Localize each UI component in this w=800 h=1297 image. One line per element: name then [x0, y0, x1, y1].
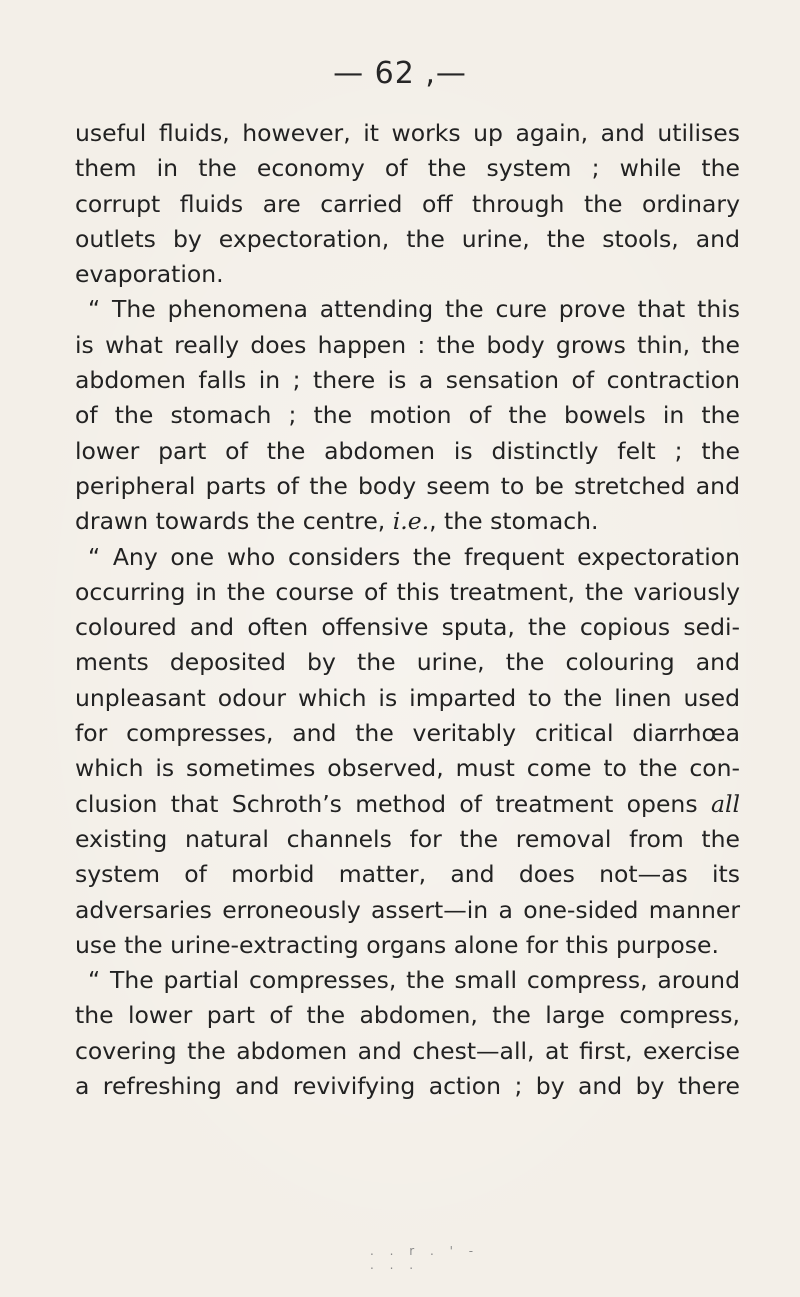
text-fragment: drawn towards the centre,: [75, 507, 393, 536]
text-line: abdomen falls in ; there is a sensation of contraction: [75, 366, 740, 395]
text-line: [75, 787, 740, 822]
text-line: a refreshing and revivifying action ; by and by there: [75, 1072, 740, 1101]
text-line: covering the abdomen and chest—all, at first, exercise: [75, 1036, 740, 1065]
text-line: unpleasant odour which is imparted to the linen used: [75, 683, 740, 712]
text-line: of the stomach ; the motion of the bowels in the: [75, 401, 740, 430]
text-line: [75, 504, 740, 539]
text-fragment: clusion that Schroth’s method of treatment opens: [75, 789, 711, 818]
page-number-header: — 62 ,—: [333, 56, 467, 91]
text-line: “ The phenomena attending the cure prove that this: [88, 295, 740, 324]
text-line: useful fluids, however, it works up again, and utilises: [75, 119, 740, 147]
text-line: existing natural channels for the removal from the: [75, 824, 740, 853]
text-line: corrupt fluids are carried off through the ordinary: [75, 189, 740, 218]
text-line: evaporation.: [75, 260, 224, 289]
text-line: adversaries erroneously assert—in a one-sided manner: [75, 895, 740, 924]
text-line: “ Any one who considers the frequent expectoration: [88, 542, 740, 571]
text-line: coloured and often offensive sputa, the copious sedi-: [75, 613, 740, 642]
text-line: the lower part of the abdomen, the large compress,: [75, 1001, 740, 1030]
text-line: which is sometimes observed, must come to the con-: [75, 754, 740, 783]
text-line: “ The partial compresses, the small compress, around: [88, 966, 740, 995]
text-fragment: , the stomach.: [429, 507, 599, 536]
text-line: is what really does happen : the body grows thin, the: [75, 330, 740, 359]
text-line: system of morbid matter, and does not—as its: [75, 860, 740, 889]
ink-smudge-marks: . . r . ' - . . .: [370, 1244, 480, 1272]
text-line: them in the economy of the system ; while the: [75, 154, 740, 183]
text-line: ments deposited by the urine, the colouring and: [75, 648, 740, 677]
text-line: lower part of the abdomen is distinctly felt ; the: [75, 436, 740, 465]
italic-abbreviation: i.e.: [392, 507, 430, 536]
text-line: occurring in the course of this treatment, the variously: [75, 577, 740, 606]
italic-word: all: [710, 789, 740, 818]
text-line: peripheral parts of the body seem to be stretched and: [75, 471, 740, 500]
text-line: for compresses, and the veritably critical diarrhœa: [75, 719, 740, 748]
text-line: outlets by expectoration, the urine, the stools, and: [75, 224, 740, 253]
body-text: [75, 116, 740, 1104]
text-line: use the urine-extracting organs alone for this purpose.: [75, 930, 719, 959]
